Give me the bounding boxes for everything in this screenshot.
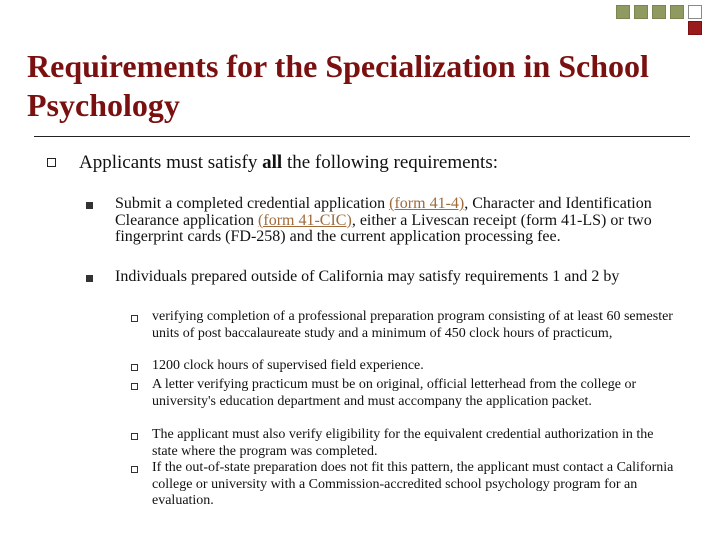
corner-square-2 [634,5,648,19]
hollow-square-bullet-icon [131,364,138,371]
subitem-letter: A letter verifying practicum must be on original, official letterhead from the college or university's education department and must accompany the application packet. [152,377,637,409]
title-divider [34,136,690,137]
bullet-out-of-state: Individuals prepared outside of California may satisfy requirements 1 and 2 by [115,268,620,285]
hollow-square-bullet-icon [131,433,138,440]
corner-square-6 [688,21,702,35]
subitem-field-experience: 1200 clock hours of supervised field experience. [152,358,424,373]
subitem-program: verifying completion of a professional preparation program consisting of at least 60 semester units of post baccalaureate study and a minimum of 450 clock hours of practicum, [152,309,673,341]
subitem-contact: If the out-of-state preparation does not fit this pattern, the applicant must contact a California college or university with a Commission-accredited school psychology program for an evaluation. [152,460,674,509]
corner-square-1 [616,5,630,19]
form-41-4-link[interactable]: (form 41-4) [389,195,465,212]
corner-square-5 [688,5,702,19]
bullet-application-forms: Submit a completed credential application (form 41-4), Character and Identification Clearance application (form 41-CIC), either a Livescan receipt (form 41-LS) or two fingerprint cards (FD-258) and the current application processing fee. [115,195,652,246]
subitem-eligibility: The applicant must also verify eligibility for the equivalent credential authorization in the state where the program was completed. [152,427,654,459]
hollow-square-bullet-icon [47,158,56,167]
intro-text: Applicants must satisfy all the following requirements: [79,152,499,173]
intro-emphasis: all [262,152,283,173]
corner-square-3 [652,5,666,19]
corner-square-4 [670,5,684,19]
hollow-square-bullet-icon [131,315,138,322]
form-41-cic-link[interactable]: (form 41-CIC) [258,211,352,229]
slide-title: Requirements for the Specialization in School Psychology [27,48,649,123]
filled-square-bullet-icon [86,202,93,209]
hollow-square-bullet-icon [131,383,138,390]
hollow-square-bullet-icon [131,466,138,473]
filled-square-bullet-icon [86,275,93,282]
